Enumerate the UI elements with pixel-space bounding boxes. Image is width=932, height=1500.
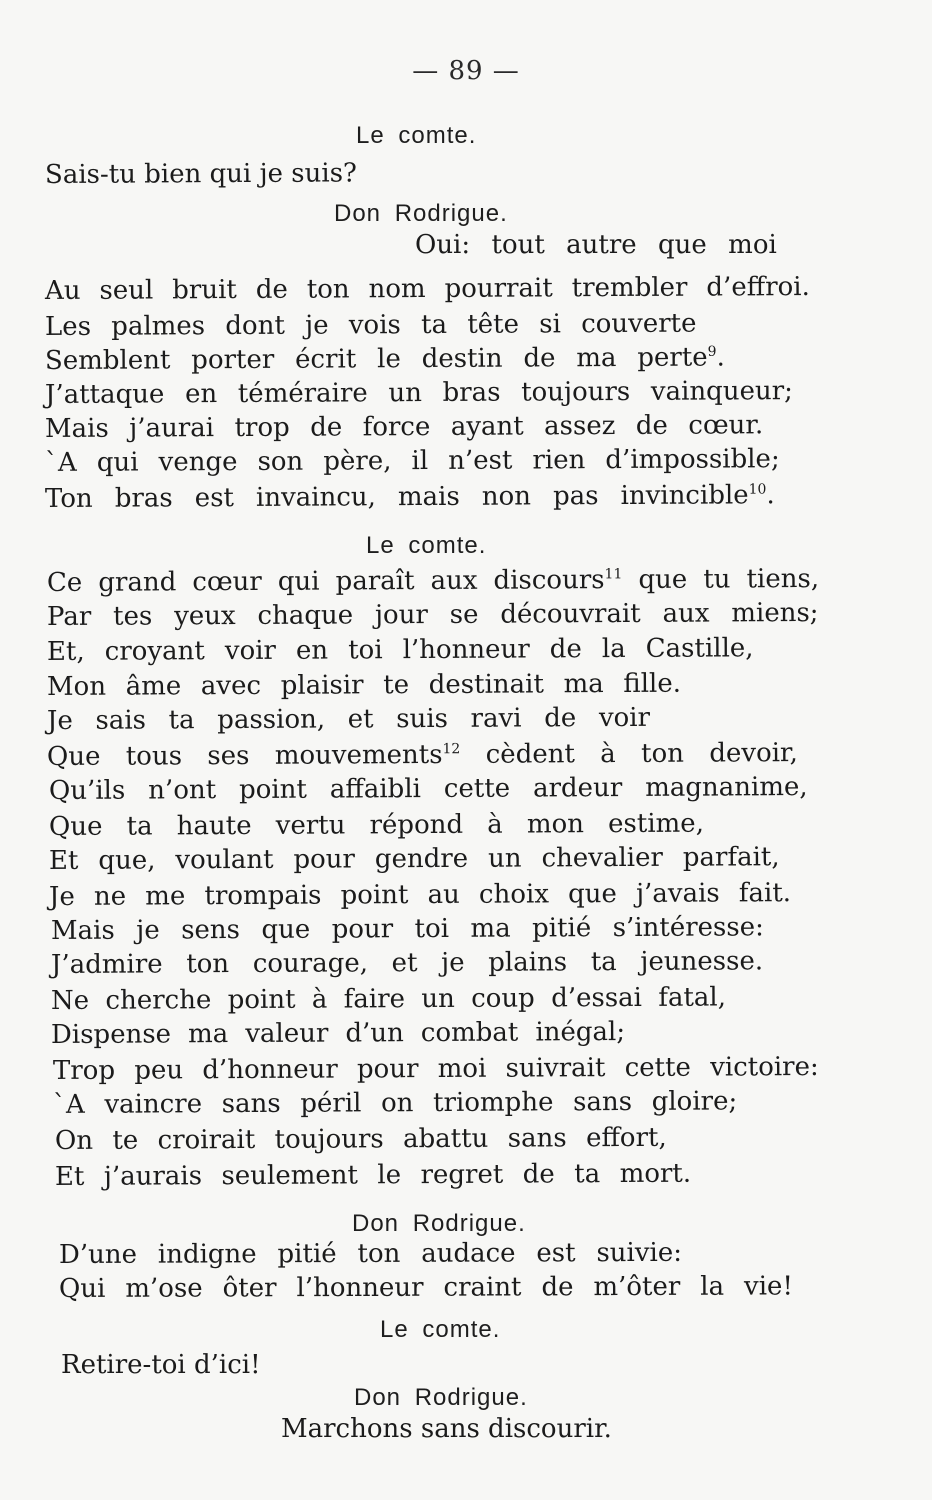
verse-line: [45, 444, 780, 478]
line-text: Que ta haute vertu répond à mon estime,: [48, 808, 705, 842]
line-text: Don Rodrigue.: [334, 200, 508, 227]
verse-line: [45, 342, 725, 376]
verse-line: [45, 158, 357, 190]
verse-line: [45, 410, 763, 444]
verse-line: [51, 982, 726, 1016]
verse-line: [49, 772, 808, 806]
line-text: Mon âme avec plaisir te destinait ma fille.: [46, 668, 682, 702]
line-text: D’une indigne pitié ton audace est suivie:: [58, 1237, 683, 1270]
verse-line: [53, 1052, 819, 1086]
line-text-continued: .: [766, 480, 775, 511]
verse-line: [45, 272, 810, 306]
line-text: J’admire ton courage, et je plains ta jeunesse.: [50, 946, 764, 980]
line-text: J’attaque en téméraire un bras toujours vainqueur;: [44, 376, 793, 410]
line-text: `A qui venge son père, il n’est rien d’impossible;: [44, 444, 780, 478]
line-text: Ton bras est invaincu, mais non pas invincible: [44, 480, 749, 514]
verse-line: [49, 809, 704, 842]
footnote-marker: 9: [707, 343, 717, 360]
speaker-name: [352, 1210, 526, 1238]
verse-line: [47, 633, 754, 667]
line-text: Les palmes dont je vois ta tête si couverte: [44, 308, 697, 342]
line-text: Semblent porter écrit le destin de ma perte: [44, 342, 708, 376]
line-text: Et, croyant voir en toi l’honneur de la Castille,: [46, 633, 754, 667]
line-text: Oui: tout autre que moi: [415, 230, 777, 260]
verse-line: [59, 1238, 682, 1270]
verse-line: [47, 564, 819, 598]
verse-line: [61, 1350, 261, 1380]
line-text: Le comte.: [380, 1316, 501, 1343]
verse-line: [51, 1017, 625, 1050]
line-text: Et j’aurais seulement le regret de ta mort.: [54, 1158, 692, 1192]
line-text: Don Rodrigue.: [354, 1384, 528, 1411]
line-text: Trop peu d’honneur pour moi suivrait cette victoire:: [52, 1051, 819, 1086]
speaker-name: [366, 532, 486, 560]
line-text: Je ne me trompais point au choix que j’avais fait.: [48, 878, 792, 912]
line-text: Le comte.: [366, 532, 487, 559]
page-number: — 89 —: [412, 56, 520, 86]
line-text: Sais-tu bien qui je suis?: [44, 158, 358, 190]
speaker-name: [354, 1384, 528, 1412]
verse-line: [59, 1271, 793, 1304]
line-text: Je sais ta passion, et suis ravi de voir: [46, 702, 651, 736]
line-text: Qu’ils n’ont point affaibli cette ardeur magnanime,: [48, 772, 808, 806]
verse-line: [47, 669, 681, 702]
line-text: Que tous ses mouvements: [46, 739, 443, 772]
verse-line: [47, 703, 650, 736]
speaker-name: [356, 122, 476, 150]
line-text: Ne cherche point à faire un coup d’essai fatal,: [50, 982, 727, 1016]
verse-line: [55, 1123, 667, 1156]
verse-line: [51, 912, 764, 946]
verse-line: [45, 376, 793, 410]
verse-line: [49, 878, 791, 912]
verse-line: [49, 842, 780, 876]
verse-line: [55, 1159, 691, 1192]
verse-line: [51, 946, 763, 980]
line-text: Au seul bruit de ton nom pourrait trembler d’effroi.: [44, 271, 810, 306]
footnote-marker: 12: [442, 741, 461, 758]
line-text: Dispense ma valeur d’un combat inégal;: [50, 1016, 626, 1050]
line-text: `A vaincre sans péril on triomphe sans gloire;: [52, 1086, 738, 1120]
line-text: Et que, voulant pour gendre un chevalier parfait,: [48, 842, 780, 876]
footnote-marker: 11: [604, 566, 623, 583]
verse-line: [415, 230, 777, 260]
verse-line: [47, 598, 819, 632]
line-text: Retire-toi d’ici!: [61, 1350, 261, 1380]
line-text: On te croirait toujours abattu sans effort,: [54, 1122, 667, 1156]
verse-line: [45, 309, 697, 342]
line-text: Don Rodrigue.: [352, 1210, 526, 1237]
line-text: Par tes yeux chaque jour se découvrait aux miens;: [46, 597, 819, 632]
verse-line: [45, 480, 775, 514]
line-text-continued: cèdent à ton devoir,: [460, 738, 798, 770]
line-text: Le comte.: [356, 122, 477, 149]
line-text: Ce grand cœur qui paraît aux discours: [46, 565, 605, 598]
line-text: Marchons sans discourir.: [281, 1414, 612, 1444]
line-text-continued: que tu tiens,: [622, 563, 820, 595]
footnote-marker: 10: [748, 481, 767, 498]
speaker-name: [334, 200, 508, 228]
line-text: Qui m’ose ôter l’honneur craint de m’ôter la vie!: [58, 1271, 793, 1304]
speaker-name: [380, 1316, 500, 1344]
line-text: Mais j’aurai trop de force ayant assez de cœur.: [44, 410, 764, 444]
line-text-continued: .: [716, 342, 725, 373]
verse-line: [53, 1086, 737, 1120]
line-text: Mais je sens que pour toi ma pitié s’intéresse:: [50, 912, 764, 946]
verse-line: [281, 1414, 612, 1444]
verse-line: [47, 738, 798, 772]
